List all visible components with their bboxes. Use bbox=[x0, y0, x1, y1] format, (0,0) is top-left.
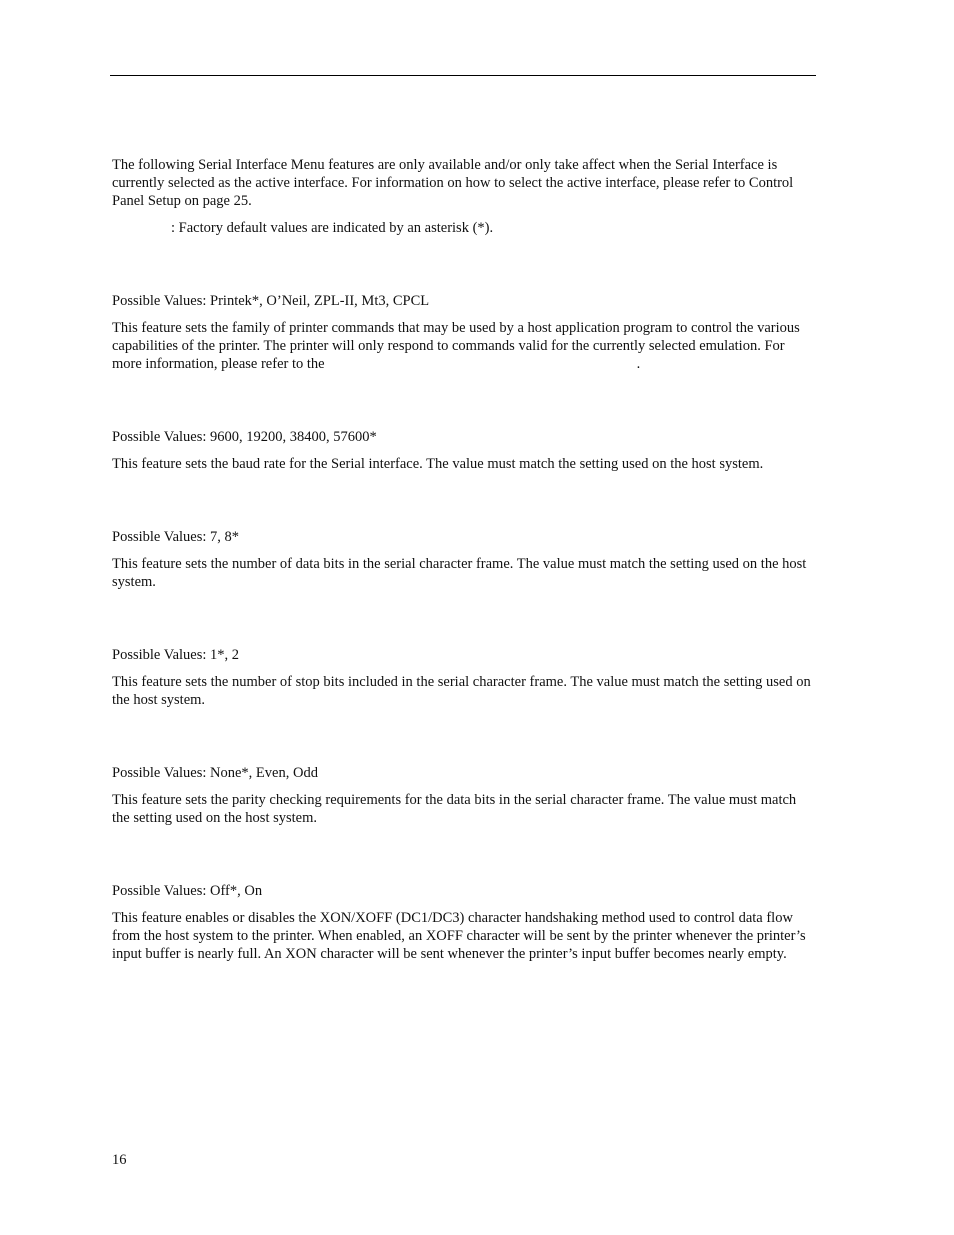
possible-values: Possible Values: 9600, 19200, 38400, 57600* bbox=[112, 429, 377, 445]
data-bits-section bbox=[112, 528, 817, 591]
feature-description: This feature sets the number of stop bits included in the serial character frame. The value must match the setting used on the host system. bbox=[112, 674, 811, 708]
stop-bits-section bbox=[112, 646, 817, 709]
page-number: 16 bbox=[112, 1152, 127, 1168]
feature-description: This feature sets the parity checking requirements for the data bits in the serial character frame. The value must match the setting used on the host system. bbox=[112, 792, 797, 826]
default-values-note: : Factory default values are indicated by an asterisk (*). bbox=[171, 220, 494, 236]
xon-xoff-section bbox=[112, 882, 817, 963]
possible-values: Possible Values: Printek*, O’Neil, ZPL-II, Mt3, CPCL bbox=[112, 293, 430, 309]
possible-values: Possible Values: None*, Even, Odd bbox=[112, 765, 318, 781]
emulation-section bbox=[112, 292, 817, 373]
possible-values: Possible Values: 7, 8* bbox=[112, 529, 240, 545]
possible-values: Possible Values: Off*, On bbox=[112, 883, 263, 899]
possible-values: Possible Values: 1*, 2 bbox=[112, 647, 240, 663]
intro-paragraph: The following Serial Interface Menu features are only available and/or only take affect when the Serial Interface is currently selected as the active interface. For information on how to select the active interface, please refer to Control Panel Setup on page 25. bbox=[112, 157, 794, 209]
description-end: . bbox=[636, 356, 641, 372]
baud-rate-section bbox=[112, 428, 817, 473]
header-rule bbox=[110, 75, 816, 76]
feature-description: This feature sets the number of data bits in the serial character frame. The value must match the setting used on the host system. bbox=[112, 556, 807, 590]
page-content bbox=[112, 156, 817, 963]
feature-description: This feature sets the baud rate for the Serial interface. The value must match the setting used on the host system. bbox=[112, 456, 764, 472]
description-text: This feature sets the family of printer commands that may be used by a host application program to control the various capabilities of the printer. The printer will only respond to commands valid for the currently selected emulation. For more information, please refer to the bbox=[112, 320, 800, 372]
parity-section bbox=[112, 764, 817, 827]
feature-description: This feature enables or disables the XON/XOFF (DC1/DC3) character handshaking method used to control data flow from the host system to the printer. When enabled, an XOFF character will be sent by the printer whenever the printer’s input buffer is nearly full. An XON character will be sent whenever the printer’s input buffer becomes nearly empty. bbox=[112, 910, 806, 962]
feature-description bbox=[112, 319, 817, 373]
